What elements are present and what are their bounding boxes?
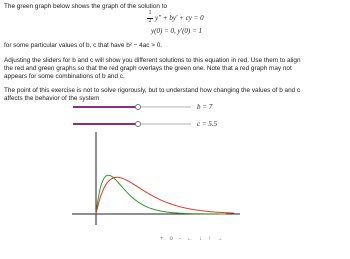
reset-view-button[interactable]: o xyxy=(169,236,173,242)
pan-down-button[interactable]: ↓ xyxy=(198,236,202,242)
pan-left-button[interactable]: ← xyxy=(186,236,193,242)
slider-c-label: c = 5.5 xyxy=(197,120,218,128)
instructions-line-3: appears for some combinations of b and c. xyxy=(4,73,125,80)
instructions-line-1: Adjusting the sliders for b and c will show you different solutions to this equation in red. Use them to align xyxy=(4,57,301,64)
slider-c-fill xyxy=(73,123,138,125)
slider-b-thumb[interactable] xyxy=(135,104,141,110)
equation-line-2: y(0) = 0, y'(0) = 1 xyxy=(151,27,202,35)
red-solution-curve xyxy=(96,177,234,214)
intro-line: The green graph below shows the graph of the solution to xyxy=(4,3,168,10)
slider-c-thumb[interactable] xyxy=(135,121,141,127)
purpose-line-1: The point of this exercise is not to solve rigorously, but to understand how changing the values of b and c xyxy=(4,87,301,94)
slider-b-label: b = 7 xyxy=(197,103,213,111)
equation-line-1: y'' + by' + cy = 0 xyxy=(155,14,204,22)
pan-right-button[interactable]: → xyxy=(216,236,223,242)
green-solution-curve xyxy=(96,175,226,214)
slider-b-fill xyxy=(73,106,138,108)
eq-frac-num: 1 xyxy=(148,10,152,16)
purpose-line-2: affects the behavior of the system xyxy=(4,95,100,102)
instructions-line-2: the red and green graphs so that the red graph overlays the green one. Note that a red graph may not xyxy=(4,65,292,72)
pan-up-button[interactable]: ↑ xyxy=(207,236,211,242)
zoom-out-button[interactable]: - xyxy=(178,236,181,242)
zoom-in-button[interactable]: + xyxy=(160,236,164,242)
eq-frac-den: 2 xyxy=(148,18,152,24)
graph-toolbar xyxy=(160,236,223,242)
condition-text: for some particular values of b, c that have b² − 4ac > 0. xyxy=(4,42,163,49)
